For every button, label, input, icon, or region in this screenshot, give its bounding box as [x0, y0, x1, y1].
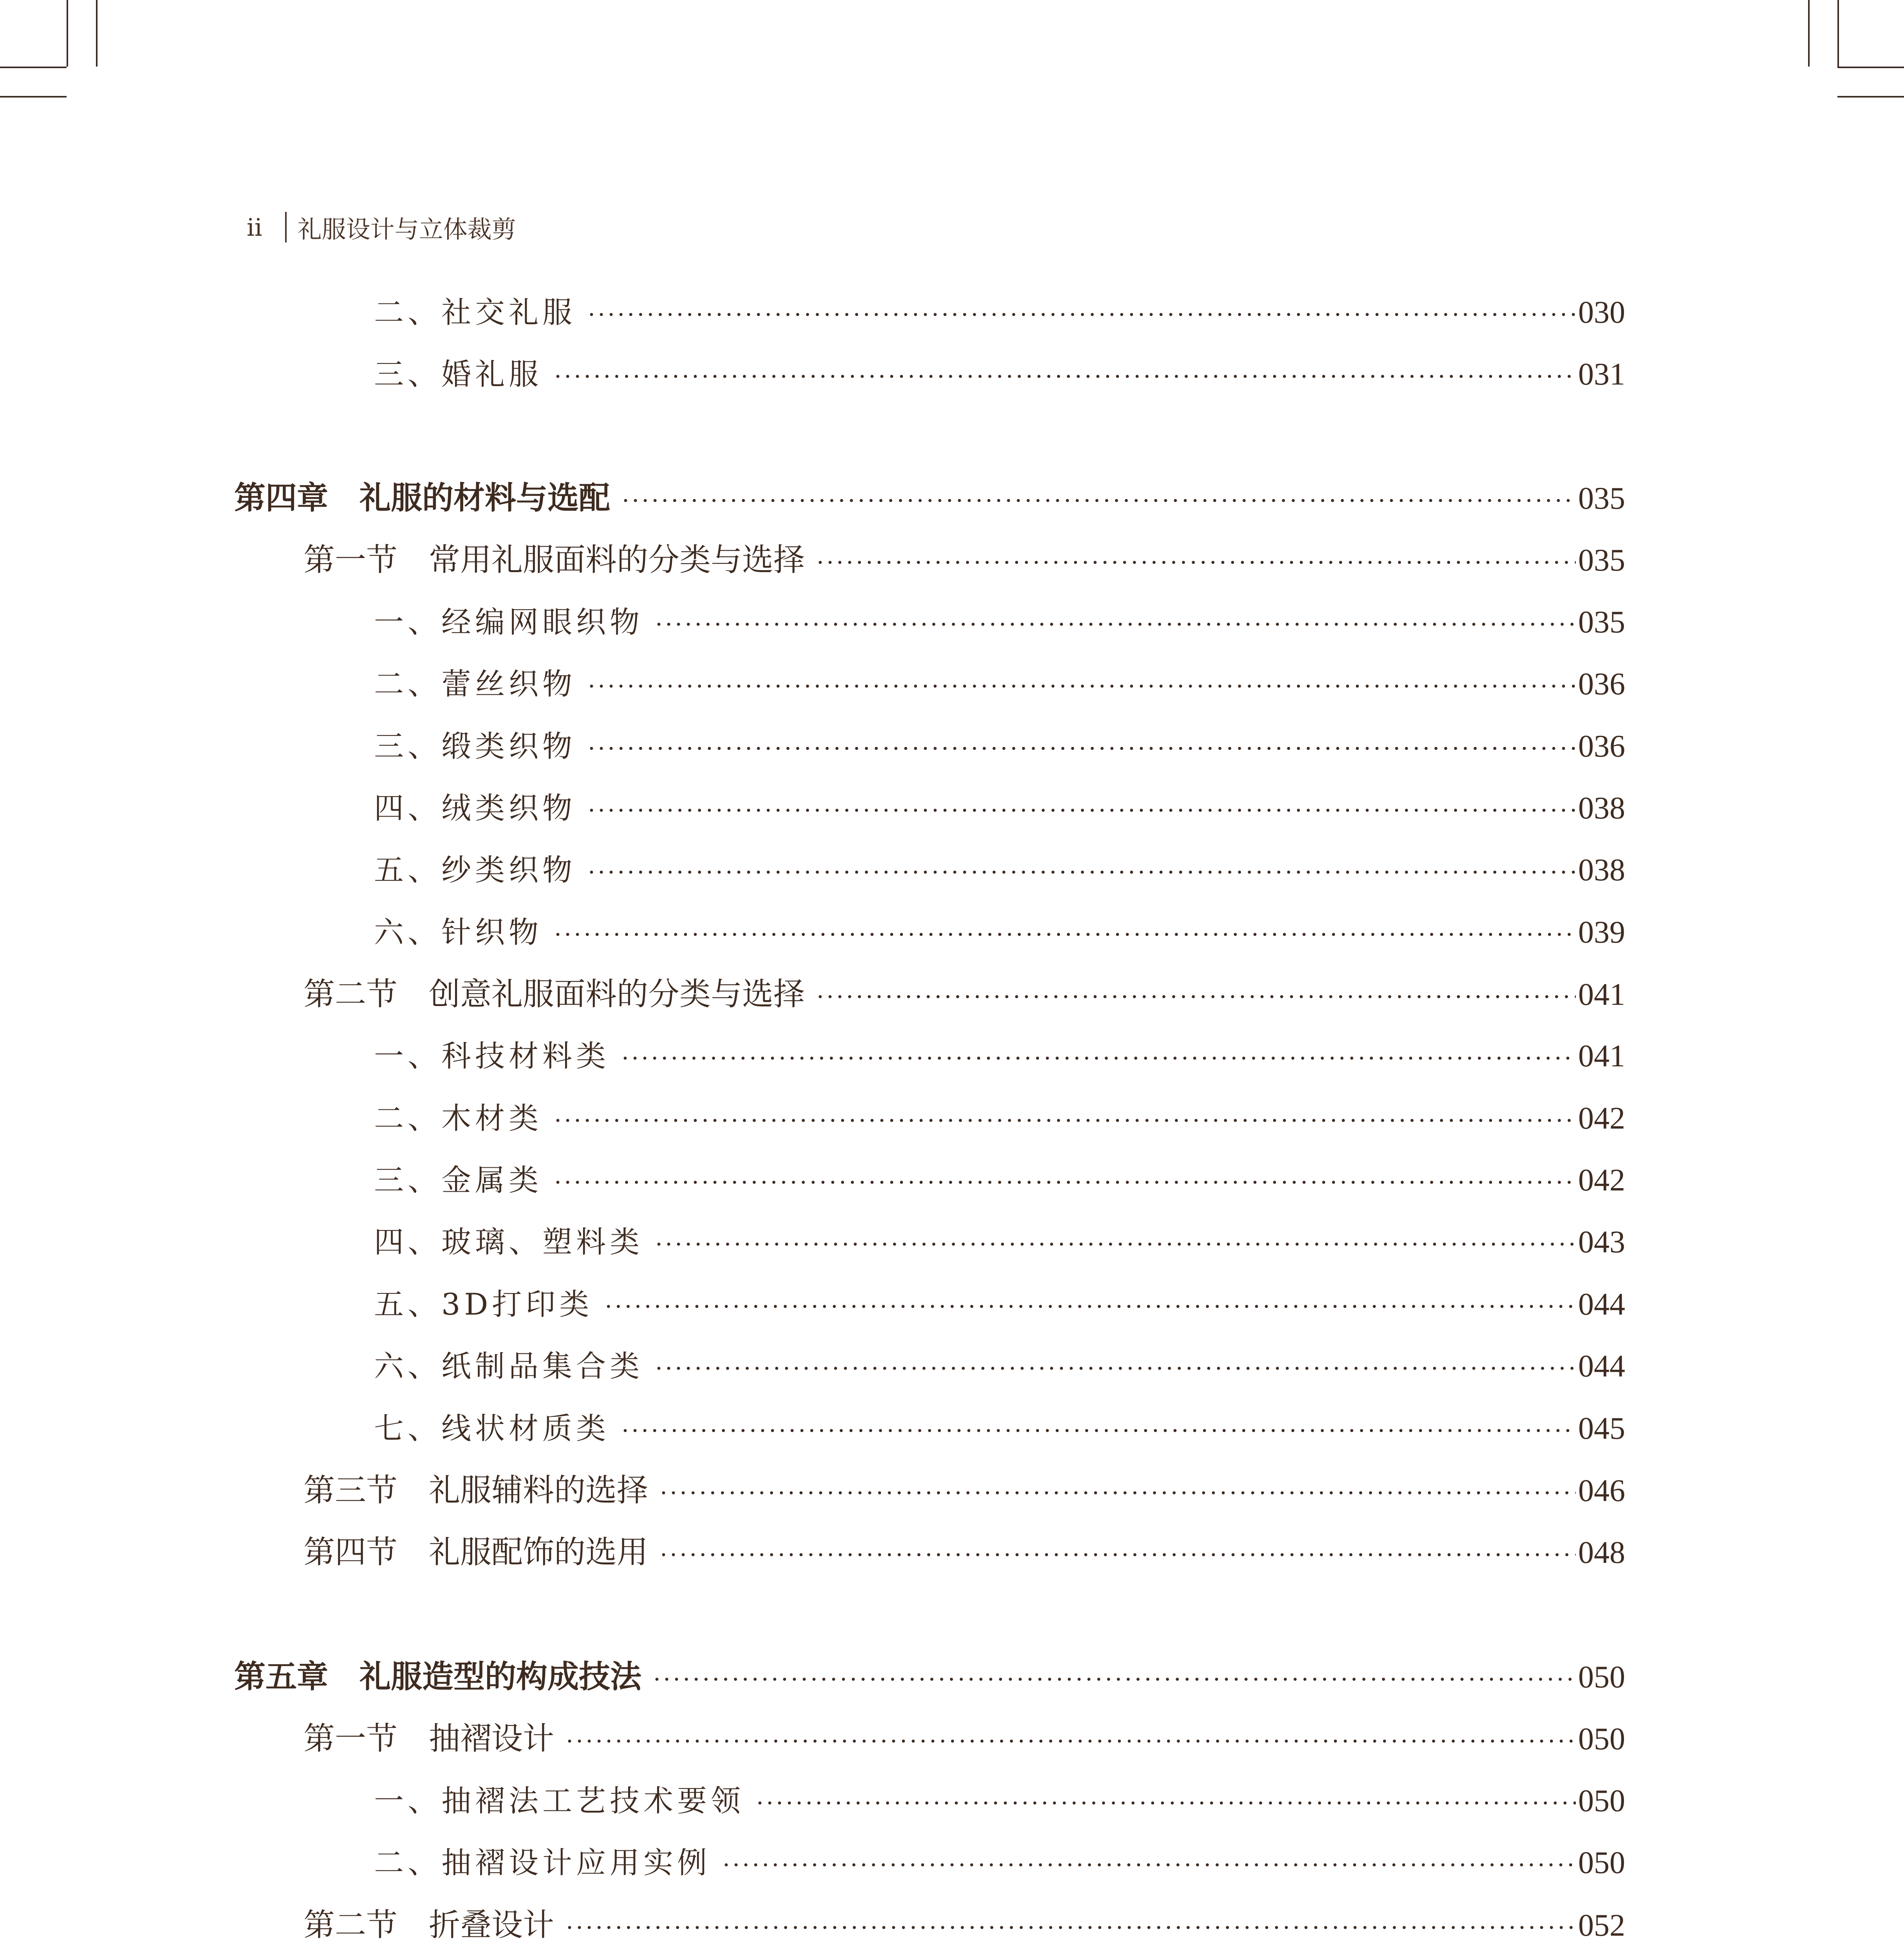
- toc-entry-page-number: 041: [1578, 1039, 1625, 1073]
- dot-leader: [554, 1159, 1576, 1206]
- dot-leader: [653, 1656, 1576, 1703]
- toc-entry-page-number: 038: [1578, 853, 1625, 887]
- toc-entry-title: 二、蕾丝织物: [374, 667, 576, 701]
- toc-section-entry[interactable]: [303, 536, 1625, 583]
- toc-section-entry[interactable]: [303, 971, 1625, 1018]
- dot-leader: [621, 1407, 1576, 1454]
- dot-leader: [588, 849, 1576, 896]
- toc-item-entry[interactable]: [374, 723, 1625, 770]
- toc-item-entry[interactable]: [374, 289, 1625, 336]
- crop-mark-top-right-v2: [1837, 0, 1839, 67]
- dot-leader: [588, 663, 1576, 710]
- toc-chapter-entry[interactable]: [234, 475, 1625, 522]
- toc-item-entry[interactable]: [374, 599, 1625, 646]
- dot-leader: [554, 353, 1576, 400]
- toc-section-entry[interactable]: [303, 1902, 1625, 1949]
- toc-entry-page-number: 036: [1578, 667, 1625, 701]
- toc-entry-page-number: 030: [1578, 295, 1625, 330]
- dot-leader: [566, 1904, 1576, 1951]
- toc-entry-page-number: 043: [1578, 1225, 1625, 1259]
- toc-item-entry[interactable]: [374, 1839, 1625, 1886]
- crop-mark-top-right-h2: [1837, 96, 1904, 98]
- toc-item-entry[interactable]: [374, 661, 1625, 708]
- toc-entry-title: 二、木材类: [374, 1101, 542, 1136]
- dot-leader: [756, 1780, 1576, 1827]
- toc-item-entry[interactable]: [374, 909, 1625, 956]
- toc-entry-title: 三、婚礼服: [374, 357, 542, 392]
- dot-leader: [660, 1470, 1576, 1517]
- crop-mark-top-left-h1: [0, 67, 67, 68]
- toc-section-entry[interactable]: [303, 1467, 1625, 1514]
- dot-leader: [566, 1718, 1576, 1765]
- toc-section-entry[interactable]: [303, 1715, 1625, 1762]
- dot-leader: [655, 1345, 1576, 1392]
- dot-leader: [723, 1842, 1576, 1889]
- toc-entry-page-number: 036: [1578, 729, 1625, 764]
- dot-leader: [588, 725, 1576, 772]
- toc-entry-page-number: 035: [1578, 481, 1625, 516]
- toc-entry-page-number: 039: [1578, 915, 1625, 950]
- toc-entry-title: 第二节 创意礼服面料的分类与选择: [303, 976, 805, 1012]
- toc-entry-title: 第五章 礼服造型的构成技法: [234, 1658, 641, 1695]
- toc-item-entry[interactable]: [374, 1033, 1625, 1080]
- toc-entry-page-number: 050: [1578, 1784, 1625, 1818]
- toc-entry-page-number: 044: [1578, 1287, 1625, 1322]
- toc-entry-page-number: 041: [1578, 977, 1625, 1012]
- toc-entry-page-number: 042: [1578, 1101, 1625, 1136]
- toc-entry-title: 第四节 礼服配饰的选用: [303, 1534, 648, 1570]
- toc-entry-title: 一、抽褶法工艺技术要领: [374, 1783, 744, 1818]
- toc-entry-page-number: 044: [1578, 1349, 1625, 1384]
- toc-entry-title: 一、经编网眼织物: [374, 605, 643, 639]
- toc-item-entry[interactable]: [374, 785, 1625, 832]
- toc-entry-page-number: 035: [1578, 543, 1625, 578]
- toc-entry-page-number: 035: [1578, 605, 1625, 639]
- crop-mark-top-left-v1: [67, 0, 68, 67]
- toc-entry-page-number: 050: [1578, 1660, 1625, 1694]
- crop-mark-top-right-v1: [1808, 0, 1810, 67]
- toc-entry-title: 第三节 礼服辅料的选择: [303, 1472, 648, 1508]
- toc-entry-title: 五、3D打印类: [374, 1287, 593, 1322]
- dot-leader: [554, 911, 1576, 958]
- toc-entry-page-number: 038: [1578, 791, 1625, 825]
- toc-item-entry[interactable]: [374, 1281, 1625, 1328]
- toc-item-entry[interactable]: [374, 351, 1625, 398]
- crop-mark-top-left-h2: [0, 96, 67, 98]
- toc-entry-page-number: 052: [1578, 1908, 1625, 1943]
- toc-entry-page-number: 050: [1578, 1722, 1625, 1756]
- toc-entry-page-number: 045: [1578, 1411, 1625, 1446]
- toc-entry-title: 六、针织物: [374, 915, 542, 950]
- toc-entry-title: 四、绒类织物: [374, 791, 576, 825]
- toc-item-entry[interactable]: [374, 1157, 1625, 1204]
- toc-chapter-entry[interactable]: [234, 1653, 1625, 1700]
- toc-section-entry[interactable]: [303, 1529, 1625, 1576]
- toc-entry-title: 第一节 抽褶设计: [303, 1720, 554, 1757]
- toc-item-entry[interactable]: [374, 1777, 1625, 1824]
- toc-item-entry[interactable]: [374, 1095, 1625, 1142]
- toc-entry-page-number: 046: [1578, 1474, 1625, 1508]
- dot-leader: [588, 787, 1576, 834]
- toc-entry-title: 二、社交礼服: [374, 295, 576, 330]
- book-title: 礼服设计与立体裁剪: [297, 215, 516, 244]
- dot-leader: [655, 601, 1576, 648]
- toc-entry-page-number: 050: [1578, 1846, 1625, 1880]
- crop-mark-top-left-v2: [96, 0, 98, 67]
- toc-entry-page-number: 031: [1578, 357, 1625, 392]
- toc-entry-title: 三、金属类: [374, 1163, 542, 1198]
- toc-entry-title: 四、玻璃、塑料类: [374, 1225, 643, 1259]
- dot-leader: [817, 974, 1576, 1021]
- dot-leader: [660, 1532, 1576, 1579]
- dot-leader: [554, 1097, 1576, 1144]
- toc-entry-page-number: 048: [1578, 1535, 1625, 1570]
- toc-entry-title: 第四章 礼服的材料与选配: [234, 480, 610, 516]
- toc-entry-title: 第二节 折叠设计: [303, 1907, 554, 1943]
- toc-entry-title: 二、抽褶设计应用实例: [374, 1845, 711, 1880]
- crop-mark-top-right-h1: [1837, 67, 1904, 68]
- dot-leader: [605, 1283, 1576, 1330]
- dot-leader: [655, 1221, 1576, 1268]
- dot-leader: [588, 291, 1576, 338]
- toc-entry-title: 第一节 常用礼服面料的分类与选择: [303, 542, 805, 578]
- dot-leader: [817, 539, 1576, 586]
- toc-entry-title: 五、纱类织物: [374, 853, 576, 887]
- dot-leader: [621, 1035, 1576, 1082]
- toc-item-entry[interactable]: [374, 847, 1625, 894]
- running-head: [247, 210, 516, 245]
- dot-leader: [622, 477, 1576, 524]
- page-folio: ii: [247, 213, 262, 242]
- toc-item-entry[interactable]: [374, 1219, 1625, 1266]
- running-head-divider: [285, 212, 287, 242]
- toc-entry-title: 六、纸制品集合类: [374, 1349, 643, 1384]
- toc-entry-title: 七、线状材质类: [374, 1411, 610, 1446]
- toc-entry-title: 三、缎类织物: [374, 729, 576, 764]
- toc-item-entry[interactable]: [374, 1343, 1625, 1390]
- toc-entry-page-number: 042: [1578, 1163, 1625, 1198]
- toc-entry-title: 一、科技材料类: [374, 1039, 610, 1073]
- toc-item-entry[interactable]: [374, 1405, 1625, 1452]
